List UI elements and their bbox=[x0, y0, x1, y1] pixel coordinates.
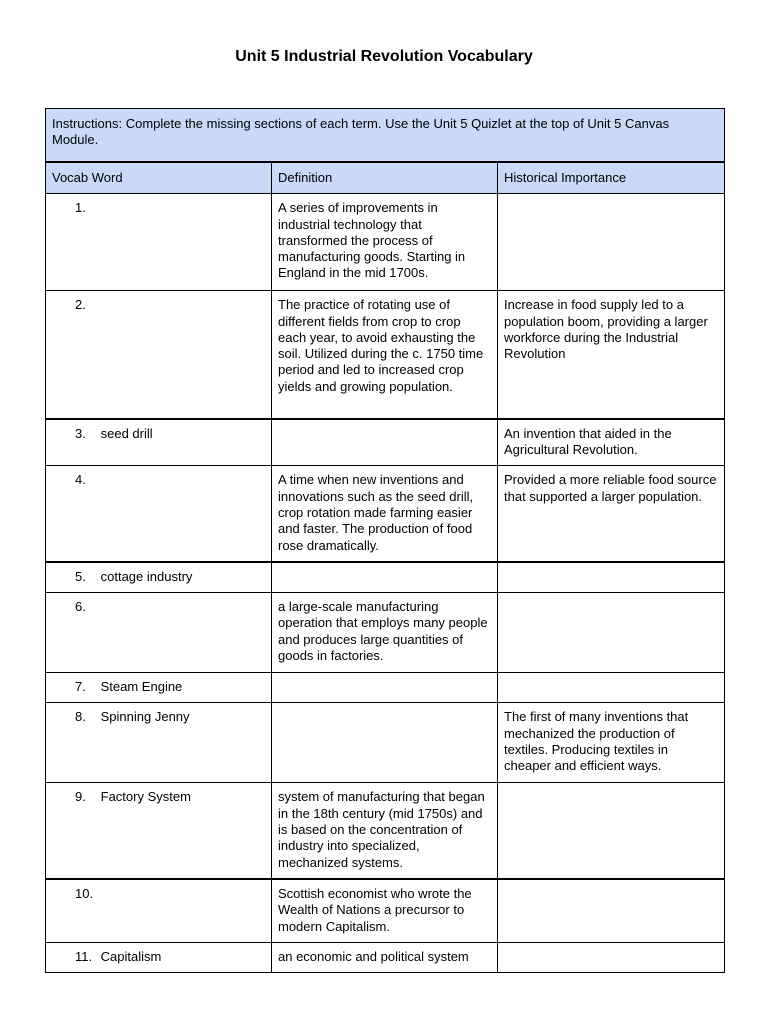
vocab-word-cell[interactable] bbox=[46, 593, 272, 673]
importance-cell[interactable]: An invention that aided in the Agricultural Revolution. bbox=[498, 419, 725, 466]
vocab-word: Steam Engine bbox=[100, 679, 183, 695]
row-number: 6. bbox=[75, 599, 86, 615]
vocab-word-cell[interactable] bbox=[46, 291, 272, 419]
header-historical-importance: Historical Importance bbox=[498, 162, 725, 194]
definition-cell[interactable]: Scottish economist who wrote the Wealth of Nations a precursor to modern Capitalism. bbox=[272, 879, 498, 942]
definition-cell[interactable]: a large-scale manufacturing operation that employs many people and produces large quantities of goods in factories. bbox=[272, 593, 498, 673]
definition-cell[interactable] bbox=[272, 703, 498, 783]
vocab-word-cell[interactable] bbox=[46, 673, 272, 703]
importance-cell[interactable] bbox=[498, 562, 725, 593]
row-number: 9. bbox=[75, 789, 86, 805]
importance-cell[interactable] bbox=[498, 673, 725, 703]
definition-cell[interactable]: A time when new inventions and innovations such as the seed drill, crop rotation made farming easier and faster. The production of food rose dramatically. bbox=[272, 466, 498, 562]
definition-cell[interactable]: system of manufacturing that began in the 18th century (mid 1750s) and is based on the concentration of industry into specialized, mechanized systems. bbox=[272, 783, 498, 879]
row-number: 1. bbox=[75, 200, 86, 216]
importance-cell[interactable]: Provided a more reliable food source that supported a larger population. bbox=[498, 466, 725, 562]
table-row bbox=[46, 703, 725, 783]
header-row bbox=[46, 162, 725, 194]
vocab-word-cell[interactable] bbox=[46, 942, 272, 972]
table-row bbox=[46, 291, 725, 419]
table-row bbox=[46, 419, 725, 466]
importance-cell[interactable]: The first of many inventions that mechanized the production of textiles. Producing textiles in cheaper and efficient ways. bbox=[498, 703, 725, 783]
table-row bbox=[46, 783, 725, 879]
vocab-word: cottage industry bbox=[100, 568, 193, 584]
table-row bbox=[46, 673, 725, 703]
vocab-word-cell[interactable] bbox=[46, 562, 272, 593]
table-row bbox=[46, 942, 725, 972]
row-number: 3. bbox=[75, 425, 86, 441]
definition-cell[interactable] bbox=[272, 673, 498, 703]
table-row bbox=[46, 466, 725, 562]
row-number: 5. bbox=[75, 568, 86, 584]
definition-cell[interactable]: A series of improvements in industrial technology that transformed the process of manufacturing goods. Starting in England in the mid 1700s. bbox=[272, 194, 498, 291]
vocab-table bbox=[45, 108, 725, 973]
instructions-row bbox=[46, 109, 725, 163]
page-title: Unit 5 Industrial Revolution Vocabulary bbox=[235, 48, 533, 65]
vocab-word-cell[interactable] bbox=[46, 703, 272, 783]
row-number: 10. bbox=[75, 885, 94, 901]
vocab-word-cell[interactable] bbox=[46, 466, 272, 562]
vocab-word-cell[interactable] bbox=[46, 879, 272, 942]
row-number: 11. bbox=[75, 948, 93, 964]
importance-cell[interactable] bbox=[498, 879, 725, 942]
header-vocab-word: Vocab Word bbox=[46, 162, 272, 194]
table-row bbox=[46, 194, 725, 291]
table-row bbox=[46, 593, 725, 673]
importance-cell[interactable] bbox=[498, 194, 725, 291]
vocab-word: Capitalism bbox=[100, 948, 162, 964]
row-number: 7. bbox=[75, 679, 86, 695]
importance-cell[interactable] bbox=[498, 942, 725, 972]
definition-cell[interactable] bbox=[272, 419, 498, 466]
vocab-word-cell[interactable] bbox=[46, 194, 272, 291]
table-row bbox=[46, 879, 725, 942]
row-number: 4. bbox=[75, 472, 86, 488]
vocab-word-cell[interactable] bbox=[46, 783, 272, 879]
importance-cell[interactable] bbox=[498, 593, 725, 673]
row-number: 2. bbox=[75, 297, 86, 313]
table-row bbox=[46, 562, 725, 593]
instructions-cell: Instructions: Complete the missing sections of each term. Use the Unit 5 Quizlet at the top of Unit 5 Canvas Module. bbox=[46, 109, 725, 163]
vocab-word: Factory System bbox=[100, 789, 191, 805]
vocab-word: seed drill bbox=[100, 425, 153, 441]
definition-cell[interactable]: an economic and political system bbox=[272, 942, 498, 972]
definition-cell[interactable] bbox=[272, 562, 498, 593]
vocab-word-cell[interactable] bbox=[46, 419, 272, 466]
definition-cell[interactable]: The practice of rotating use of different fields from crop to crop each year, to avoid exhausting the soil. Utilized during the c. 1750 time period and led to increased crop yields and growing population. bbox=[272, 291, 498, 419]
vocab-word: Spinning Jenny bbox=[100, 709, 190, 725]
importance-cell[interactable]: Increase in food supply led to a population boom, providing a larger workforce during the Industrial Revolution bbox=[498, 291, 725, 419]
importance-cell[interactable] bbox=[498, 783, 725, 879]
header-definition: Definition bbox=[272, 162, 498, 194]
row-number: 8. bbox=[75, 709, 86, 725]
